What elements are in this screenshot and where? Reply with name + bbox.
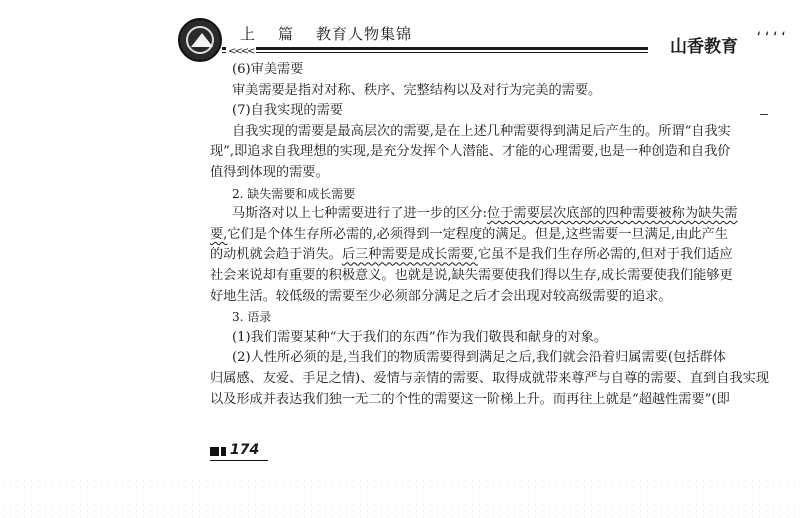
chapter-title: 教育人物集锦 [316, 25, 413, 43]
quote-line: 归属感、友爱、手足之情)、爱情与亲情的需要、取得成就带来尊严与自尊的需要、直到自我实现 [210, 370, 770, 386]
section-label: 上 [240, 25, 257, 43]
part-label: 篇 [278, 25, 295, 43]
text-span: 它们是个体生存所必需的,必须得到一定程度的满足。但是,这些需要一旦满足,由此产生 [227, 226, 728, 242]
paragraph-line: 值得到体现的需要。 [210, 164, 329, 180]
quote-line: (2)人性所必须的是,当我们的物质需要得到满足之后,我们就会沿着归属需要(包括群体 [232, 350, 726, 366]
running-title [240, 23, 412, 44]
header-rule-thick [222, 47, 648, 50]
paragraph-line: 现”,即追求自我理想的实现,是充分发挥个人潜能、才能的心理需要,也是一种创造和自我价 [210, 144, 731, 160]
text-span: 的动机就会趋于消失。 [210, 247, 342, 263]
emphasized-text: 位于需要层次底部的四种需要被称为缺失需 [487, 206, 738, 222]
margin-mark [760, 114, 768, 115]
paragraph-line [210, 204, 768, 225]
emphasized-text: 后三种需要是成长需要, [341, 247, 478, 263]
quote-line: (1)我们需要某种“大于我们的东西”作为我们敬畏和献身的对象。 [232, 329, 608, 345]
text-span: 它虽不是我们生存所必需的,但对于我们适应 [477, 247, 733, 263]
emphasized-text: 要, [210, 226, 228, 242]
subheading-aesthetic: (6)审美需要 [232, 62, 304, 77]
paragraph-line: 审美需要是指对对称、秩序、完整结构以及对行为完美的需要。 [232, 82, 602, 98]
section-heading-quotes: 3. 语录 [232, 310, 272, 325]
publisher-logo-icon [178, 18, 222, 62]
paragraph-line: 自我实现的需要是最高层次的需要,是在上述几种需要得到满足后产生的。所谓“自我实 [232, 123, 731, 139]
brand-dots-icon: ‘‘‘‘ [755, 30, 788, 44]
page-number: 174 [230, 442, 260, 458]
paragraph-line: 好地生活。较低级的需要至少必须部分满足之后才会出现对较高级需要的追求。 [210, 288, 672, 304]
text-span: 马斯洛对以上七种需要进行了进一步的区分: [232, 206, 488, 222]
quote-line: 以及形成并表达我们独一无二的个性的需要这一阶梯上升。而再往上就是“超越性需要”(即 [210, 391, 730, 407]
subheading-self-actualization: (7)自我实现的需要 [232, 103, 343, 119]
header-rule-thin [222, 52, 648, 53]
page-header [178, 18, 788, 58]
paragraph-line: 社会来说却有重要的积极意义。也就是说,缺失需要使我们得以生存,成长需要使我们能够更 [210, 267, 733, 283]
header-arrows-icon: <<<< [228, 46, 254, 57]
body-text [210, 60, 768, 410]
paragraph-line [210, 245, 768, 266]
footer-block-icon [221, 447, 226, 456]
footer-rule [210, 460, 268, 461]
scan-noise [0, 478, 800, 518]
logo-mountain-icon [191, 33, 213, 47]
footer-block-icon [210, 447, 219, 456]
section-heading-needs: 2. 缺失需要和成长需要 [232, 186, 356, 201]
paragraph-line [210, 225, 768, 246]
brand-name: 山香教育 [670, 37, 738, 57]
